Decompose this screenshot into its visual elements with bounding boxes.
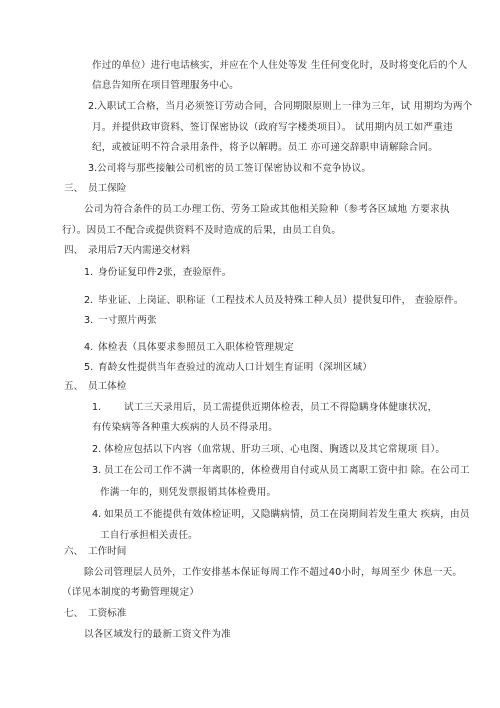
section-heading: 员工体检 — [88, 381, 127, 392]
paragraph-line: 信息告知所在项目管理服务中心。 — [92, 80, 239, 91]
section-heading: 工资标准 — [88, 608, 127, 619]
section-number: 五、 — [64, 381, 84, 392]
section-heading: 录用后7天内需递交材料 — [88, 245, 191, 256]
section-heading: 员工保险 — [88, 183, 127, 194]
list-item-text: 如果员工不能提供有效体检证明，又隐瞒病情，员工在岗期间若发生重大 疾病，由员 — [104, 509, 470, 520]
list-item-text: 有传染病等各种重大疾病的人员不得录用。 — [92, 422, 279, 433]
list-number: 4. — [92, 509, 102, 520]
list-number: 2. — [84, 295, 94, 306]
section-heading: 工作时间 — [88, 546, 127, 557]
list-item-text: 育龄女性提供当年查验过的流动人口计划生育证明（深圳区域） — [98, 362, 373, 373]
list-number: 5. — [84, 362, 94, 373]
paragraph-line: 作过的单位）进行电话核实，并应在个人住处等发 生任何变化时，及时将变化后的个人 — [92, 60, 468, 71]
paragraph-line: （详见本制度的考勤管理规定） — [62, 587, 200, 598]
list-item-text: 体检应包括以下内容（血常规、肝功三项、心电图、胸透以及其它常规项 目）。 — [104, 444, 446, 455]
list-number: 1. — [84, 267, 94, 278]
section-number: 七、 — [64, 608, 84, 619]
list-item-text: 纪，或被证明不符合录用条件，将予以解聘。员工 亦可递交辞职申请解除合同。 — [92, 142, 439, 153]
list-item-text: 公司将与那些接触公司机密的员工签订保密协议和不竞争协议。 — [97, 163, 372, 174]
list-number: 3. — [92, 465, 102, 476]
paragraph-line: 除公司管理层人员外，工作安排基本保证每周工作不超过40小时，每周至少 休息一天。 — [84, 567, 463, 578]
list-item-text: 毕业证、上岗证、职称证（工程技术人员及特殊工种人员）提供复印件， 查验原件。 — [98, 295, 464, 306]
list-number: 3. — [84, 315, 94, 326]
list-number: 3. — [88, 163, 98, 174]
paragraph-line: 行）。因员工不配合或提供资料不及时造成的后果，由员工自负。 — [62, 225, 342, 236]
list-item-text: 身份证复印件2张，查验原件。 — [98, 267, 232, 278]
list-number: 2. — [92, 444, 102, 455]
list-number: 2. — [88, 101, 98, 112]
list-number: 1. — [92, 402, 102, 413]
list-item-text: 试工三天录用后，员工需提供近期体检表，员工不得隐瞒身体健康状况， — [124, 402, 438, 413]
section-number: 六、 — [64, 546, 84, 557]
list-item-text: 一寸照片两张 — [98, 315, 157, 326]
list-item-text: 体检表（具体要求参照员工入职体检管理规定 — [98, 342, 294, 353]
list-item-text: 员工在公司工作不满一年离职的，体检费用自付或从员工离职工资中扣 除。在公司工 — [104, 465, 470, 476]
section-number: 三、 — [64, 183, 84, 194]
list-number: 4. — [84, 342, 94, 353]
paragraph-line: 以各区域发行的最新工资文件为准 — [84, 629, 231, 640]
list-item-text: 工自行承担相关责任。 — [100, 530, 198, 541]
list-item-text: 月。并提供政审资料、签订保密协议（政府写字楼类项目）。 试用期内员工如严重违 — [92, 122, 453, 133]
paragraph-line: 公司为符合条件的员工办理工伤、劳务工险或其他相关险种（参考各区域地 方要求执 — [84, 204, 450, 215]
list-item-text: 入职试工合格，当月必须签订劳动合同，合同期限原则上一律为三年，试 用期均为两个 — [97, 101, 473, 112]
list-item-text: 作满一年的，则凭发票报销其体检费用。 — [100, 487, 277, 498]
section-number: 四、 — [64, 245, 84, 256]
